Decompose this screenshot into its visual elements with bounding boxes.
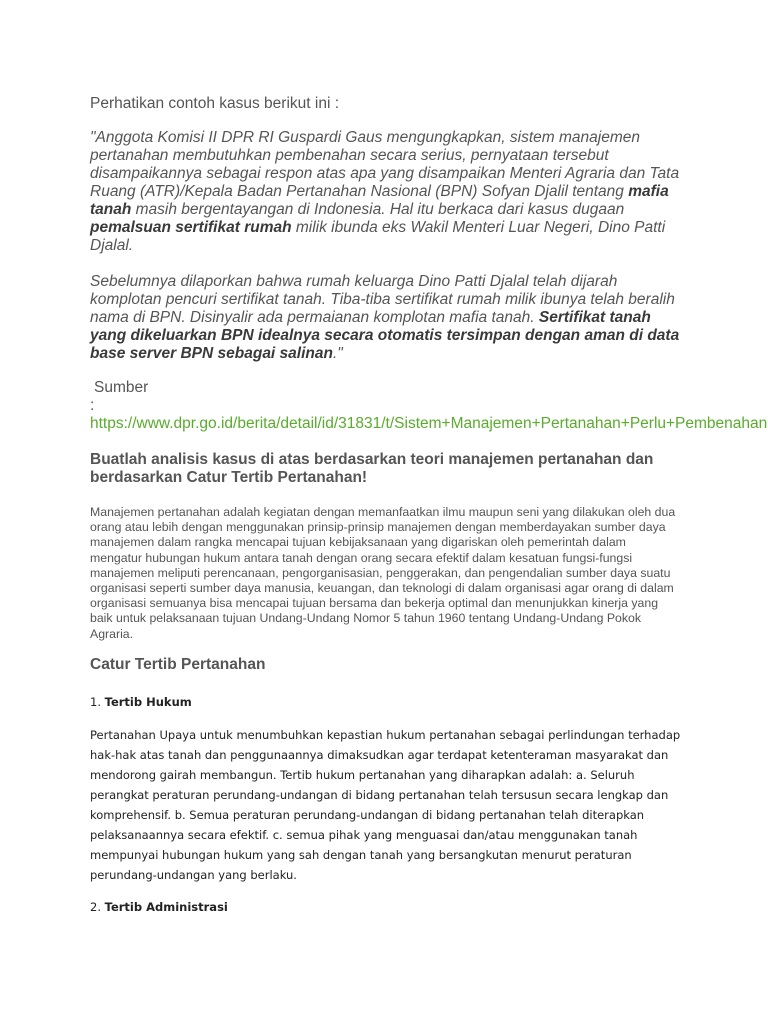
catur-tertib-heading: Catur Tertib Pertanahan (90, 656, 266, 673)
quote-text: Sebelumnya dilaporkan bahwa rumah keluarga Dino Patti Djalal telah dijarah komplotan pencuri sertifikat tanah. Tiba-tiba sertifikat rumah milik ibunya telah beralih nama di BPN. Disinyalir ada permaianan komplotan mafia tanah. (90, 273, 675, 326)
section-number: 2. (90, 900, 105, 914)
case-quote-paragraph-1 (90, 129, 690, 255)
section-title: Tertib Administrasi (104, 900, 228, 914)
section-2-heading (90, 899, 690, 915)
task-heading: Buatlah analisis kasus di atas berdasarkan teori manajemen pertanahan dan berdasarkan Catur Tertib Pertanahan! (90, 451, 654, 486)
case-quote-paragraph-2 (90, 273, 690, 363)
section-1-heading (90, 694, 690, 710)
source-line (90, 397, 768, 433)
quote-highlight: pemalsuan sertifikat rumah (90, 219, 292, 236)
management-paragraph: Manajemen pertanahan adalah kegiatan dengan memanfaatkan ilmu maupun seni yang dilakukan oleh dua orang atau lebih dengan menggunakan prinsip-prinsip manajemen dengan memberdayakan sumber daya manajemen dalam rangka mencapai tujuan kebijaksanaan yang digariskan oleh pemerintah dalam mengatur hubungan hukum antara tanah dengan orang secara efektif dalam kesatuan fungsi-fungsi manajemen meliputi perencanaan, pengorganisasian, penggerakan, dan pengendalian sumber daya suatu organisasi seperti sumber daya manusia, keuangan, dan teknologi di dalam organisasi agar orang di dalam organisasi semuanya bisa mencapai tujuan bersama dan bekerja optimal dan menunjukkan kinerja yang baik untuk pelaksanaan tujuan Undang-Undang Nomor 5 tahun 1960 tentang Undang-Undang Pokok Agraria. (90, 505, 676, 641)
source-label: Sumber (94, 379, 149, 396)
source-colon: : (90, 397, 95, 414)
quote-text: milik ibunda eks Wakil Menteri Luar Negeri, Dino Patti Djalal. (90, 219, 666, 254)
source-citation (90, 379, 768, 433)
source-link[interactable]: https://www.dpr.go.id/berita/detail/id/31831/t/Sistem+Manajemen+Pertanahan+Perlu+Pembenahan (90, 415, 768, 432)
intro-text: Perhatikan contoh kasus berikut ini : (90, 95, 339, 112)
quote-highlight: mafia tanah (90, 183, 669, 218)
quote-text: "Anggota Komisi II DPR RI Guspardi Gaus mengungkapkan, sistem manajemen pertanahan membutuhkan pembenahan secara serius, pernyataan tersebut disampaikannya sebagai respon atas apa yang disampaikan Menteri Agraria dan Tata Ruang (ATR)/Kepala Badan Pertanahan Nasional (BPN) Sofyan Djalil tentang (90, 129, 680, 200)
section-title: Tertib Hukum (104, 695, 192, 709)
quote-text: ." (332, 345, 343, 362)
section-number: 1. (90, 695, 105, 709)
section-1-body: Pertanahan Upaya untuk menumbuhkan kepastian hukum pertanahan sebagai perlindungan terhadap hak-hak atas tanah dan penggunaannya dimaksudkan agar terdapat ketenteraman masyarakat dan mendorong gairah membangun. Tertib hukum pertanahan yang diharapkan adalah: a. Seluruh perangkat peraturan perundang-undangan di bidang pertanahan telah tersusun secara lengkap dan komprehensif. b. Semua peraturan perundang-undangan di bidang pertanahan telah diterapkan pelaksanaannya secara efektif. c. semua pihak yang menguasai dan/atau menggunakan tanah mempunyai hubungan hukum yang sah dengan tanah yang bersangkutan menurut peraturan perundang-undangan yang berlaku. (90, 728, 681, 882)
quote-highlight: Sertifikat tanah yang dikeluarkan BPN idealnya secara otomatis tersimpan dengan aman di data base server BPN sebagai salinan (90, 309, 680, 362)
quote-text: masih bergentayangan di Indonesia. Hal itu berkaca dari kasus dugaan (131, 201, 625, 218)
